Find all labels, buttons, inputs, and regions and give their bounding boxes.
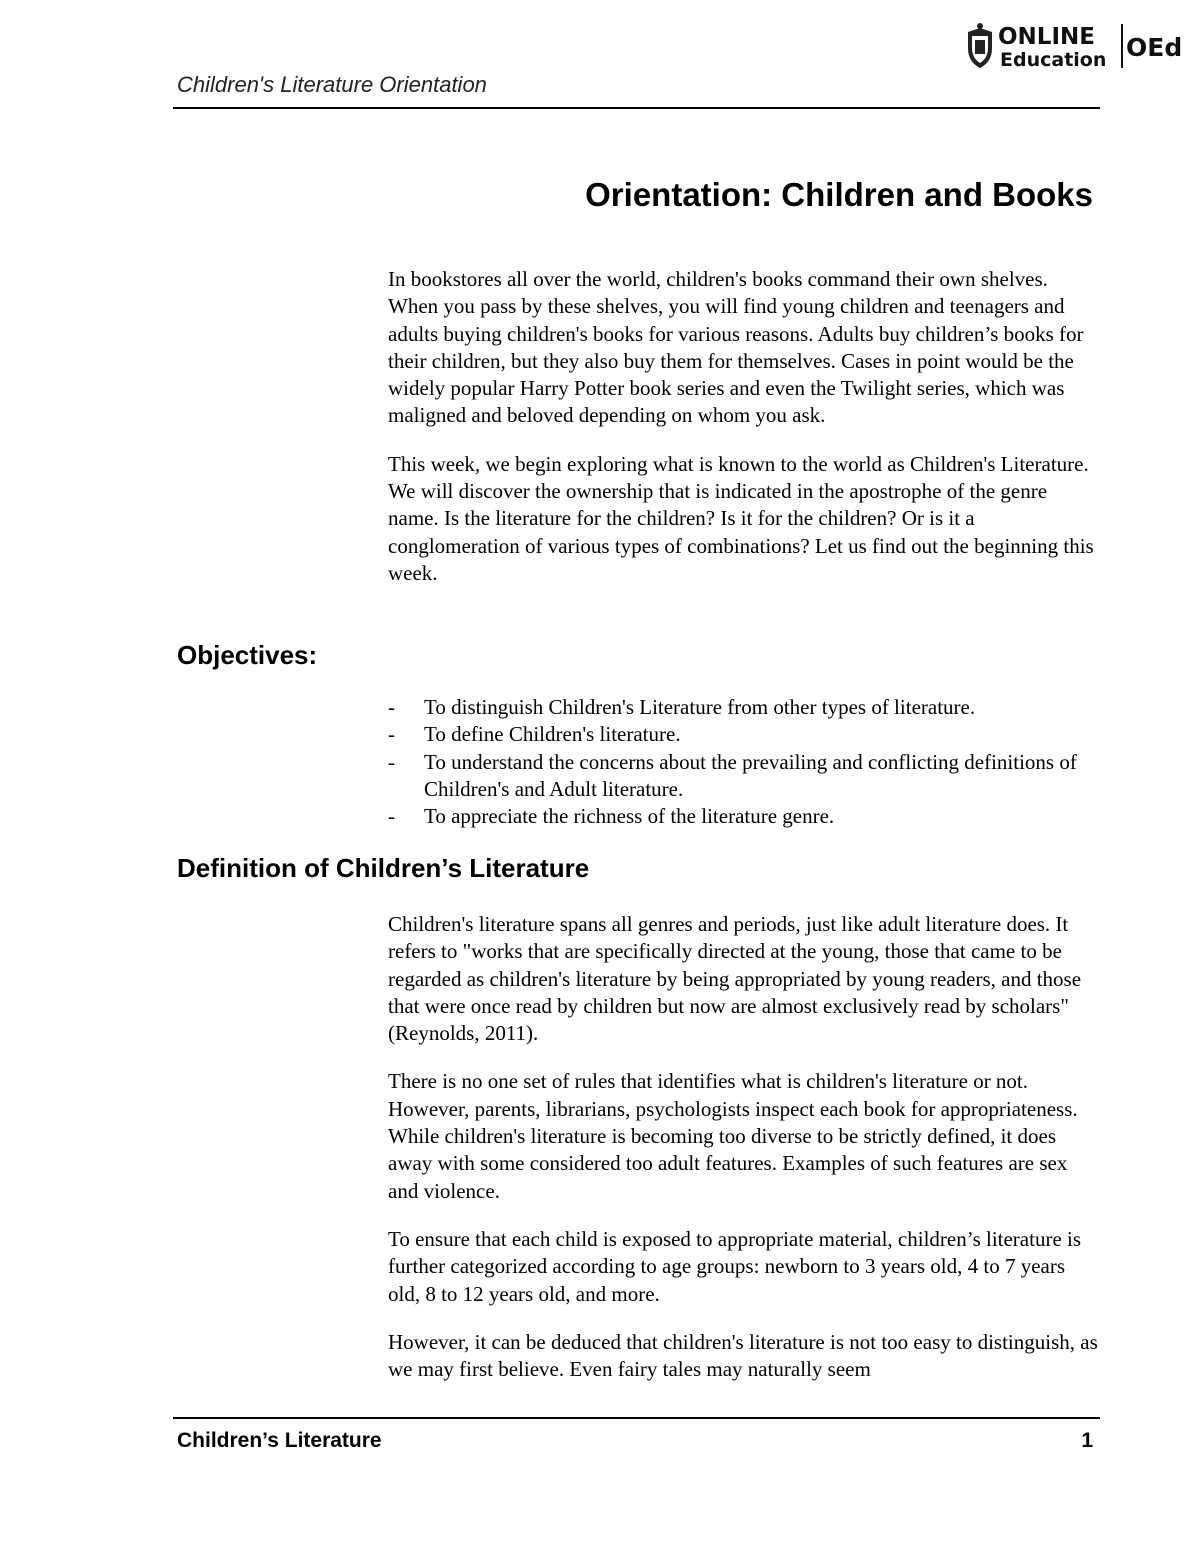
definition-paragraph: To ensure that each child is exposed to appropriate material, children’s literature is further categorized according to age groups: newborn to 3 years old, 4 to 7 years old, 8 to 12 years old, and more.: [388, 1226, 1082, 1306]
definition-paragraph: Children's literature spans all genres and periods, just like adult literature does. It refers to "works that are specifically directed at the young, those that came to be regarded as children's literature by being appropriated by young readers, and those that were once read by children but now are almost exclusively read by scholars" (Reynolds, 2011).: [388, 912, 1082, 1046]
logo-abbr: OEd: [1126, 33, 1183, 62]
logo-word-education: Education: [1000, 49, 1107, 71]
objectives-heading: Objectives:: [177, 640, 318, 670]
definition-heading: Definition of Children’s Literature: [177, 853, 590, 883]
list-item: [388, 803, 1100, 830]
bullet-dash: -: [388, 749, 395, 774]
list-item: [388, 721, 1100, 748]
definition-paragraph: However, it can be deduced that children's literature is not too easy to distinguish, as we may first believe. Even fairy tales may naturally seem: [388, 1329, 1098, 1382]
objective-text: To distinguish Children's Literature from other types of literature.: [424, 695, 976, 719]
objective-text: To understand the concerns about the prevailing and conflicting definitions of Children's and Adult literature.: [424, 749, 1077, 801]
list-item: [388, 694, 1100, 721]
objective-text: To define Children's literature.: [424, 722, 681, 747]
intro-paragraph: This week, we begin exploring what is known to the world as Children's Literature. We will discover the ownership that is indicated in the apostrophe of the genre name. Is the literature for the children? Is it for the children? Or is it a conglomeration of various types of combinations? Let us find out the beginning this week.: [388, 451, 1094, 585]
footer-rule: [173, 1417, 1100, 1419]
online-education-logo: [960, 18, 1190, 72]
list-item: [388, 749, 1100, 804]
intro-section: [388, 266, 1100, 587]
objective-text: To appreciate the richness of the literature genre.: [424, 804, 835, 829]
definition-paragraph: There is no one set of rules that identifies what is children's literature or not. However, parents, librarians, psychologists inspect each book for appropriateness. While children's literature is becoming too diverse to be strictly defined, it does away with some considered too adult features. Examples of such features are sex and violence.: [388, 1069, 1078, 1203]
header-rule: [173, 107, 1100, 109]
bullet-dash: -: [388, 722, 395, 747]
page-number: 1: [1081, 1429, 1093, 1452]
footer-title: Children’s Literature: [177, 1429, 382, 1452]
running-header-title: Children's Literature Orientation: [177, 72, 487, 97]
definition-section: [388, 911, 1100, 1383]
bullet-dash: -: [388, 804, 395, 829]
logo-word-online: ONLINE: [998, 24, 1095, 50]
logo-divider: [1121, 24, 1123, 68]
shield-crest-icon: [968, 23, 992, 68]
objectives-list: [388, 694, 1100, 830]
bullet-dash: -: [388, 695, 395, 719]
page-title: Orientation: Children and Books: [585, 176, 1093, 213]
intro-paragraph: In bookstores all over the world, children's books command their own shelves. When you pass by these shelves, you will find young children and teenagers and adults buying children's books for various reasons. Adults buy children’s books for their children, but they also buy them for themselves. Cases in point would be the widely popular Harry Potter book series and even the Twilight series, which was maligned and beloved depending on whom you ask.: [388, 267, 1084, 428]
